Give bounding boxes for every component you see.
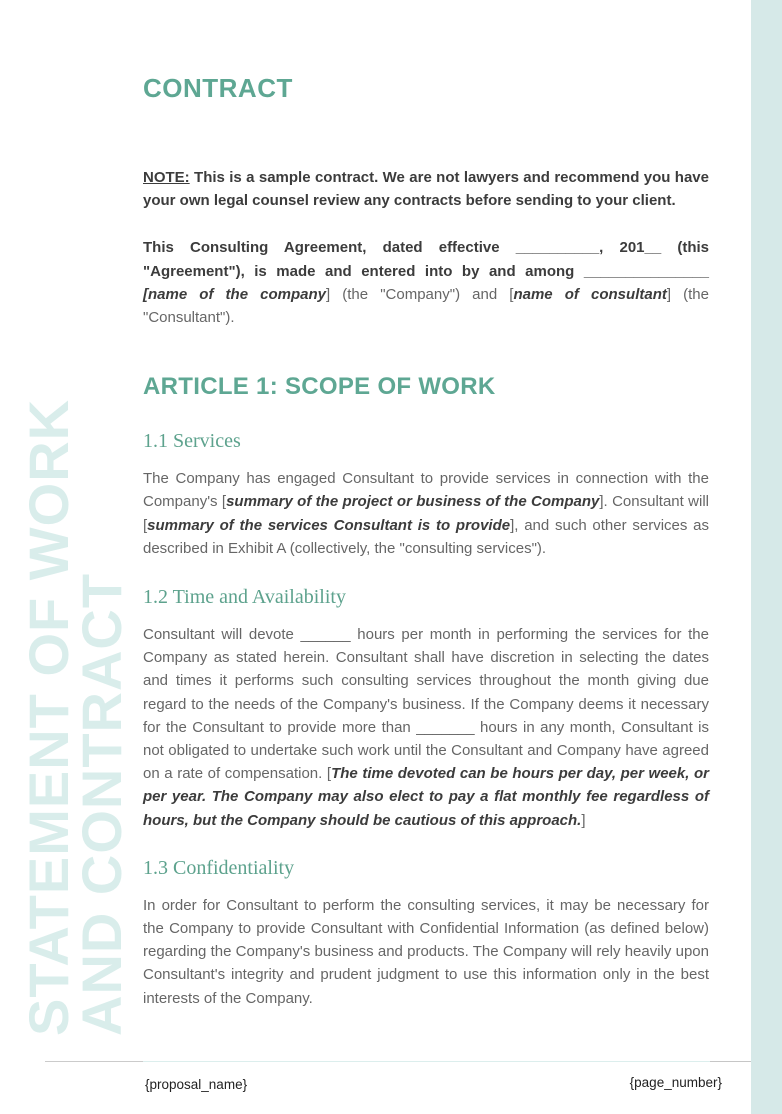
- note-paragraph: [143, 166, 709, 212]
- section-1-1-heading: 1.1 Services: [143, 430, 241, 453]
- footer-page-number: {page_number}: [629, 1075, 722, 1090]
- agreement-paragraph: [143, 236, 709, 329]
- footer-divider: [45, 1061, 751, 1062]
- section-run: The time devoted can be hours per day, per week, or per year. The Company may also elect to pay a flat monthly fee regardless of hours, but the Company should be cautious of this approach.: [143, 765, 709, 829]
- note-text: This is a sample contract. We are not lawyers and recommend you have your own legal counsel review any contracts before sending to your client.: [143, 169, 709, 210]
- document-content: [143, 0, 709, 1010]
- section-1-3-heading: 1.3 Confidentiality: [143, 856, 295, 879]
- footer-proposal-name: {proposal_name}: [145, 1077, 248, 1092]
- section-1-3-body: [143, 894, 709, 1010]
- article-1-heading: ARTICLE 1: SCOPE OF WORK: [143, 373, 496, 401]
- section-run: ], and such other services as described in Exhibit A (collectively, the "consulting services").: [143, 516, 709, 557]
- document-title: CONTRACT: [143, 73, 293, 103]
- section-1-2-heading: 1.2 Time and Availability: [143, 586, 346, 609]
- watermark-line-1: STATEMENT OF WORK: [17, 398, 80, 1036]
- section-run: summary of the services Consultant is to provide: [147, 516, 511, 534]
- section-run: ]. Consultant will [: [143, 493, 709, 534]
- agreement-run: This Consulting Agreement, dated effective __________, 201__ (this "Agreement"), is made and entered into by and among _______________: [143, 239, 709, 280]
- section-1-1-body: [143, 467, 709, 560]
- note-label: NOTE:: [143, 169, 190, 186]
- watermark-line-2: AND CONTRACT: [70, 572, 133, 1036]
- agreement-run: ] (the "Company") and [: [326, 285, 514, 303]
- section-run: Consultant will devote ______ hours per month in performing the services for the Company as stated herein. Consultant shall have discretion in selecting the dates and times it performs such consulting services throughout the month giving due regard to the needs of the Company's business. If the Company deems it necessary for the Consultant to provide more than _______ hours in any month, Consultant is not obligated to undertake such work until the Consultant and Company have agreed on a rate of compensation. [: [143, 626, 709, 783]
- section-run: summary of the project or business of the Company: [226, 493, 600, 511]
- right-edge-accent-strip: [751, 0, 782, 1114]
- agreement-run: [name of the company: [143, 285, 326, 303]
- agreement-run: ] (the "Consultant").: [143, 285, 709, 327]
- agreement-run: name of consultant: [513, 285, 667, 303]
- sidebar-watermark: [17, 398, 133, 1036]
- section-run: In order for Consultant to perform the consulting services, it may be necessary for the Company to provide Consultant with Confidential Information (as defined below) regarding the Company's business and products. The Company will rely heavily upon Consultant's integrity and prudent judgment to use this information only in the best interests of the Company.: [143, 896, 709, 1007]
- section-run: The Company has engaged Consultant to provide services in connection with the Company's [: [143, 470, 709, 511]
- section-1-2-body: [143, 623, 709, 832]
- section-run: ]: [581, 811, 586, 829]
